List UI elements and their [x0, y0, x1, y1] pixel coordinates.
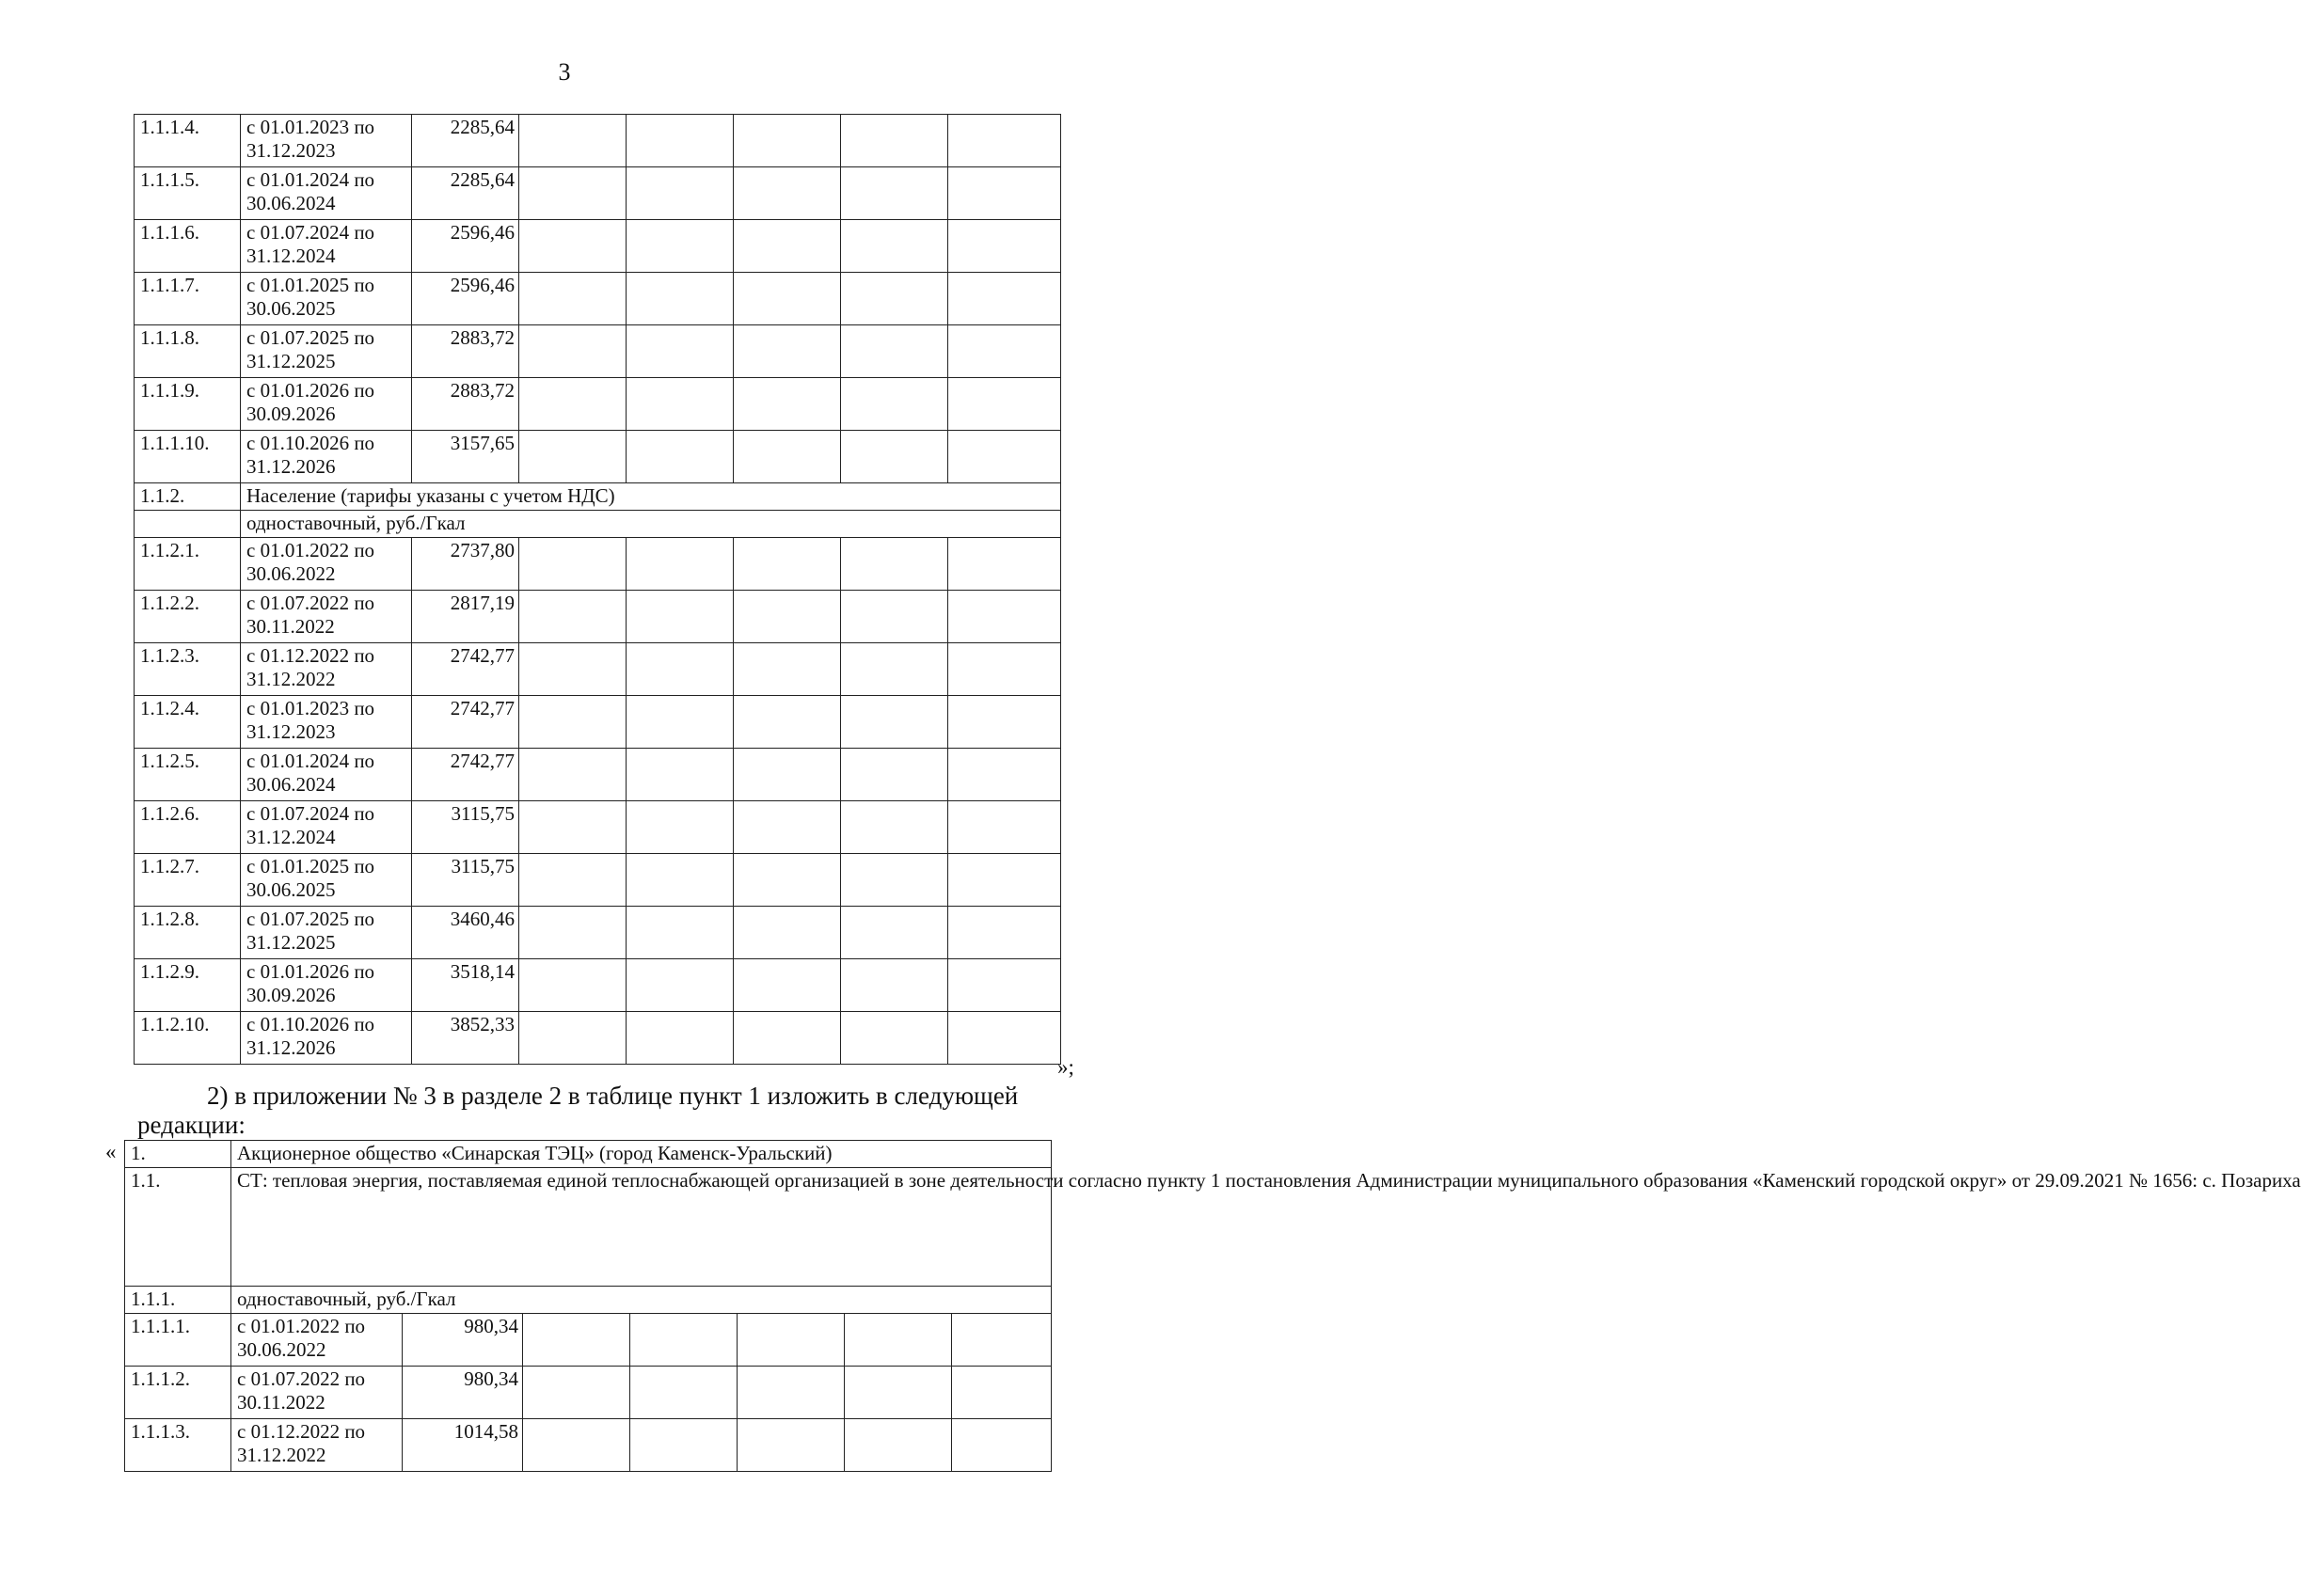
- empty-cell: [519, 325, 627, 378]
- table-row: [135, 273, 1061, 325]
- period-from: с 01.10.2026 по: [246, 1013, 375, 1035]
- row-number: 1.1.2.10.: [135, 1012, 241, 1065]
- period-from: с 01.07.2022 по: [237, 1367, 366, 1390]
- empty-cell: [523, 1367, 630, 1419]
- empty-cell: [630, 1367, 738, 1419]
- empty-cell: [948, 273, 1061, 325]
- empty-cell: [627, 696, 734, 749]
- row-number: 1.1.1.8.: [135, 325, 241, 378]
- empty-cell: [627, 273, 734, 325]
- row-number: 1.1.2.8.: [135, 907, 241, 959]
- empty-cell: [523, 1314, 630, 1367]
- empty-cell: [627, 854, 734, 907]
- empty-cell: [627, 115, 734, 167]
- period-from: с 01.07.2025 по: [246, 326, 375, 349]
- empty-cell: [519, 591, 627, 643]
- table-row: [135, 538, 1061, 591]
- row-period: [241, 749, 412, 801]
- empty-cell: [734, 115, 841, 167]
- empty-cell: [519, 1012, 627, 1065]
- table-row: [135, 378, 1061, 431]
- table-row: [135, 115, 1061, 167]
- period-from: с 01.12.2022 по: [246, 644, 375, 667]
- table-row: [125, 1314, 1052, 1367]
- row-value: 2596,46: [412, 220, 519, 273]
- empty-cell: [519, 431, 627, 483]
- row-value: 3852,33: [412, 1012, 519, 1065]
- row-number: 1.1.2.1.: [135, 538, 241, 591]
- period-to: 31.12.2022: [237, 1444, 326, 1466]
- row-value: 980,34: [403, 1367, 523, 1419]
- empty-cell: [841, 167, 948, 220]
- group-title: Население (тарифы указаны с учетом НДС): [241, 483, 1061, 511]
- row-number: 1.1.2.7.: [135, 854, 241, 907]
- empty-cell: [734, 220, 841, 273]
- row-period: [231, 1367, 403, 1419]
- row-period: [241, 959, 412, 1012]
- row-value: 1014,58: [403, 1419, 523, 1472]
- period-from: с 01.12.2022 по: [237, 1420, 366, 1443]
- empty-cell: [841, 643, 948, 696]
- table-row: [135, 431, 1061, 483]
- period-from: с 01.01.2024 по: [246, 168, 375, 191]
- table-row: [135, 854, 1061, 907]
- empty-cell: [627, 220, 734, 273]
- empty-cell: [948, 1012, 1061, 1065]
- table-row: [135, 1012, 1061, 1065]
- empty-cell: [952, 1367, 1052, 1419]
- empty-cell: [519, 220, 627, 273]
- period-to: 31.12.2023: [246, 139, 336, 162]
- empty-cell: [627, 1012, 734, 1065]
- empty-cell: [734, 273, 841, 325]
- empty-cell: [734, 749, 841, 801]
- table-row: [135, 696, 1061, 749]
- empty-cell: [734, 801, 841, 854]
- empty-cell: [519, 538, 627, 591]
- empty-cell: [734, 538, 841, 591]
- table-row: [135, 220, 1061, 273]
- empty-cell: [734, 696, 841, 749]
- row-value: 2285,64: [412, 167, 519, 220]
- period-to: 31.12.2026: [246, 455, 336, 478]
- empty-cell: [948, 431, 1061, 483]
- empty-cell: [948, 749, 1061, 801]
- table-row: [135, 643, 1061, 696]
- period-from: с 01.07.2025 по: [246, 908, 375, 930]
- empty-cell: [948, 538, 1061, 591]
- row-number: 1.1.1.10.: [135, 431, 241, 483]
- empty-cell: [841, 591, 948, 643]
- row-number: 1.1.1.3.: [125, 1419, 231, 1472]
- empty-cell: [738, 1419, 845, 1472]
- group-number: 1.1.2.: [135, 483, 241, 511]
- empty-cell: [734, 378, 841, 431]
- empty-cell: [519, 696, 627, 749]
- empty-cell: [841, 431, 948, 483]
- empty-cell: [519, 167, 627, 220]
- row-number: 1.1.1.7.: [135, 273, 241, 325]
- period-from: с 01.07.2024 по: [246, 802, 375, 825]
- row-period: [241, 643, 412, 696]
- empty-cell: [734, 431, 841, 483]
- row-period: [241, 696, 412, 749]
- row-value: 3115,75: [412, 801, 519, 854]
- empty-cell: [948, 325, 1061, 378]
- row-value: 3157,65: [412, 431, 519, 483]
- empty-cell: [627, 749, 734, 801]
- empty-cell: [734, 167, 841, 220]
- empty-cell: [627, 378, 734, 431]
- empty-cell: [627, 907, 734, 959]
- empty-cell: [948, 801, 1061, 854]
- empty-cell: [845, 1419, 952, 1472]
- row-value: 2742,77: [412, 643, 519, 696]
- empty-cell: [841, 749, 948, 801]
- row-period: [241, 378, 412, 431]
- empty-cell: [845, 1367, 952, 1419]
- period-to: 30.06.2022: [237, 1338, 326, 1361]
- empty-cell: [841, 801, 948, 854]
- period-from: с 01.01.2026 по: [246, 379, 375, 402]
- empty-cell: [734, 907, 841, 959]
- service-description: СТ: тепловая энергия, поставляемая единой теплоснабжающей организацией в зоне деятельности согласно пункту 1 постановления Администрации муниципального образования «Каменский городской округ» от 29.09.2021 № 1656: с. Позариха: [231, 1168, 1052, 1287]
- period-to: 31.12.2025: [246, 350, 336, 372]
- row-number: 1.1.1.5.: [135, 167, 241, 220]
- empty-cell: [630, 1314, 738, 1367]
- empty-cell: [841, 538, 948, 591]
- period-from: с 01.01.2022 по: [246, 539, 375, 561]
- table-row: [135, 167, 1061, 220]
- period-from: с 01.01.2023 по: [246, 697, 375, 719]
- period-from: с 01.01.2022 по: [237, 1315, 366, 1337]
- period-from: с 01.01.2024 по: [246, 750, 375, 772]
- empty-cell: [630, 1419, 738, 1472]
- row-number: 1.1.2.6.: [135, 801, 241, 854]
- row-value: 2883,72: [412, 325, 519, 378]
- row-value: 980,34: [403, 1314, 523, 1367]
- period-from: с 01.07.2022 по: [246, 592, 375, 614]
- empty-cell: [948, 220, 1061, 273]
- empty-cell: [738, 1314, 845, 1367]
- period-to: 30.06.2025: [246, 297, 336, 320]
- row-period: [241, 167, 412, 220]
- table-row: [135, 749, 1061, 801]
- group-rate: одноставочный, руб./Гкал: [241, 511, 1061, 538]
- row-value: 2285,64: [412, 115, 519, 167]
- row-value: 2742,77: [412, 696, 519, 749]
- period-to: 30.09.2026: [246, 984, 336, 1006]
- period-to: 30.11.2022: [246, 615, 335, 638]
- rate-number: 1.1.1.: [125, 1287, 231, 1314]
- row-period: [241, 325, 412, 378]
- row-value: 2737,80: [412, 538, 519, 591]
- empty-cell: [519, 854, 627, 907]
- closing-quote: »;: [1057, 1055, 1074, 1079]
- row-number: 1.1.2.3.: [135, 643, 241, 696]
- row-period: [241, 801, 412, 854]
- empty-cell: [841, 696, 948, 749]
- empty-cell: [738, 1367, 845, 1419]
- empty-cell: [841, 959, 948, 1012]
- row-period: [241, 854, 412, 907]
- empty-cell: [948, 115, 1061, 167]
- empty-cell: [845, 1314, 952, 1367]
- empty-cell: [841, 115, 948, 167]
- empty-cell: [734, 854, 841, 907]
- empty-cell: [948, 591, 1061, 643]
- table-row: [135, 959, 1061, 1012]
- empty-cell: [948, 378, 1061, 431]
- empty-cell: [948, 696, 1061, 749]
- row-period: [241, 907, 412, 959]
- period-to: 31.12.2025: [246, 931, 336, 954]
- empty-cell: [841, 325, 948, 378]
- empty-cell: [948, 959, 1061, 1012]
- period-from: с 01.01.2026 по: [246, 960, 375, 983]
- table-row: [135, 801, 1061, 854]
- row-period: [241, 273, 412, 325]
- empty-cell: [519, 378, 627, 431]
- empty-cell: [627, 959, 734, 1012]
- period-to: 31.12.2024: [246, 826, 336, 848]
- service-number: 1.1.: [125, 1168, 231, 1287]
- empty-cell: [948, 854, 1061, 907]
- row-value: 2883,72: [412, 378, 519, 431]
- row-value: 2596,46: [412, 273, 519, 325]
- row-number: 1.1.2.5.: [135, 749, 241, 801]
- period-to: 30.06.2024: [246, 192, 336, 214]
- row-value: 3115,75: [412, 854, 519, 907]
- table-row: [135, 591, 1061, 643]
- empty-cell: [841, 907, 948, 959]
- empty-cell: [627, 325, 734, 378]
- empty-cell: [519, 749, 627, 801]
- empty-cell: [734, 1012, 841, 1065]
- empty-cell: [627, 801, 734, 854]
- period-to: 31.12.2023: [246, 720, 336, 743]
- paragraph-line-2: редакции:: [137, 1111, 246, 1139]
- empty-cell: [519, 643, 627, 696]
- row-value: 2742,77: [412, 749, 519, 801]
- paragraph-line-1: 2) в приложении № 3 в разделе 2 в таблице пункт 1 изложить в следующей: [207, 1082, 1019, 1110]
- opening-quote: «: [105, 1140, 117, 1163]
- empty-cell: [734, 325, 841, 378]
- row-number: 1.1.1.4.: [135, 115, 241, 167]
- tariff-table-2: [124, 1140, 2301, 1472]
- empty-cell: [948, 643, 1061, 696]
- table-row: [135, 907, 1061, 959]
- row-period: [231, 1314, 403, 1367]
- period-to: 30.06.2025: [246, 878, 336, 901]
- row-number: 1.1.2.4.: [135, 696, 241, 749]
- empty-cell: [734, 643, 841, 696]
- empty-cell: [519, 801, 627, 854]
- row-value: 2817,19: [412, 591, 519, 643]
- empty-cell: [948, 167, 1061, 220]
- empty-cell: [627, 591, 734, 643]
- period-from: с 01.10.2026 по: [246, 432, 375, 454]
- table-row: [125, 1419, 1052, 1472]
- row-number: 1.1.1.9.: [135, 378, 241, 431]
- row-number: 1.1.1.6.: [135, 220, 241, 273]
- table-row: [135, 325, 1061, 378]
- table-row: [125, 1367, 1052, 1419]
- empty-cell: [523, 1419, 630, 1472]
- page-number: 3: [558, 58, 571, 86]
- row-value: 3460,46: [412, 907, 519, 959]
- empty-cell: [627, 167, 734, 220]
- period-to: 31.12.2026: [246, 1036, 336, 1059]
- rate-type: одноставочный, руб./Гкал: [231, 1287, 1052, 1314]
- row-period: [231, 1419, 403, 1472]
- period-from: с 01.01.2025 по: [246, 855, 375, 877]
- empty-cell: [734, 591, 841, 643]
- empty-cell: [519, 959, 627, 1012]
- row-period: [241, 431, 412, 483]
- empty-cell: [519, 273, 627, 325]
- empty-cell: [952, 1419, 1052, 1472]
- empty-cell: [627, 643, 734, 696]
- row-period: [241, 591, 412, 643]
- empty-cell: [841, 220, 948, 273]
- empty-cell: [519, 907, 627, 959]
- org-number: 1.: [125, 1141, 231, 1168]
- tariff-table-1: [134, 114, 1061, 1065]
- row-number: 1.1.2.9.: [135, 959, 241, 1012]
- period-to: 31.12.2022: [246, 668, 336, 690]
- period-from: с 01.07.2024 по: [246, 221, 375, 244]
- period-from: с 01.01.2025 по: [246, 274, 375, 296]
- empty-cell: [841, 273, 948, 325]
- empty-cell: [627, 538, 734, 591]
- empty-cell: [841, 854, 948, 907]
- empty-cell: [948, 907, 1061, 959]
- empty-cell: [135, 511, 241, 538]
- empty-cell: [841, 378, 948, 431]
- row-period: [241, 115, 412, 167]
- empty-cell: [841, 1012, 948, 1065]
- row-period: [241, 220, 412, 273]
- org-name: Акционерное общество «Синарская ТЭЦ» (город Каменск-Уральский): [231, 1141, 1052, 1168]
- period-to: 30.09.2026: [246, 403, 336, 425]
- empty-cell: [627, 431, 734, 483]
- empty-cell: [734, 959, 841, 1012]
- row-period: [241, 538, 412, 591]
- period-to: 31.12.2024: [246, 245, 336, 267]
- row-number: 1.1.1.2.: [125, 1367, 231, 1419]
- period-to: 30.06.2022: [246, 562, 336, 585]
- row-number: 1.1.1.1.: [125, 1314, 231, 1367]
- empty-cell: [952, 1314, 1052, 1367]
- period-from: с 01.01.2023 по: [246, 116, 375, 138]
- period-to: 30.11.2022: [237, 1391, 325, 1414]
- row-value: 3518,14: [412, 959, 519, 1012]
- period-to: 30.06.2024: [246, 773, 336, 796]
- empty-cell: [519, 115, 627, 167]
- row-number: 1.1.2.2.: [135, 591, 241, 643]
- row-period: [241, 1012, 412, 1065]
